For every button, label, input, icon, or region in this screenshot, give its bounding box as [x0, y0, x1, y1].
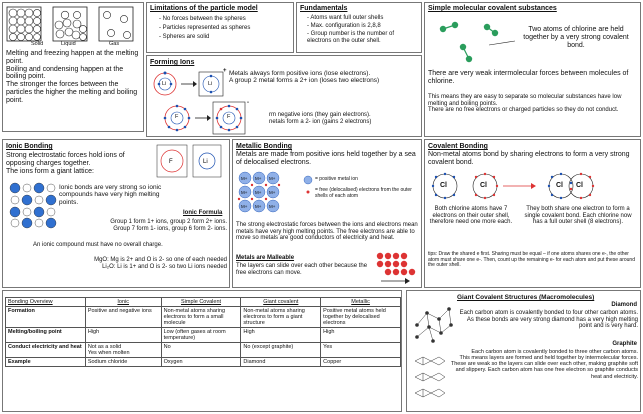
svg-text:M+: M+ [255, 176, 262, 181]
diamond-structure-diagram [411, 305, 455, 345]
cl-atom-label: Cl [576, 182, 583, 189]
graphite-structure-diagram [413, 355, 447, 401]
metallic-text1: Metals are made from positive ions held together by a sea of delocalised electrons. [236, 151, 416, 166]
metallic-malleable-title: Metals are Malleable [236, 255, 295, 261]
covalent-left-text: Both chlorine atoms have 7 electrons on their outer shell, therefore need one more each. [429, 206, 513, 226]
table-row [6, 358, 401, 367]
malleable-layers-diagram [375, 251, 419, 285]
table-row-header: Melting/boiling point [6, 328, 86, 343]
metallic-title: Metallic Bonding [236, 143, 292, 150]
ion-charge-plus: + [223, 68, 227, 74]
overview-panel [2, 290, 402, 412]
ionic-neutral-text: An ionic compound must have no overall charge. [33, 242, 163, 248]
metallic-malleable-text: The layers can slide over each other because the free electrons can move. [236, 263, 368, 276]
table-cell: High [241, 328, 321, 343]
metal-legend-electron-icon [305, 189, 311, 195]
chlorine-molecules-diagram [429, 15, 509, 70]
forming-ions-panel [146, 55, 422, 137]
giant-title: Giant Covalent Structures (Macromolecules) [457, 294, 595, 301]
table-cell: High [85, 328, 161, 343]
metallic-text2: The strong electrostatic forces between the ions and electrons mean metals have very high melting points. The free electrons are able to move so metals are good conductors of electricity and heat. [236, 222, 418, 242]
chlorine-covalent-diagram [427, 170, 639, 204]
table-header-cell: Ionic [85, 298, 161, 307]
svg-text:M+: M+ [241, 176, 248, 181]
table-cell: No [161, 343, 241, 358]
table-row [6, 328, 401, 343]
ion-label-f: F [227, 114, 231, 120]
svg-text:M+: M+ [241, 204, 248, 209]
states-diagram [3, 3, 143, 43]
svg-text:Li: Li [203, 159, 208, 165]
covalent-right-text: They both share one electron to form a single covalent bond. Each chlorine now has a full outer shell (8 electrons). [524, 206, 632, 226]
forming-ions-title: Forming Ions [150, 59, 195, 66]
svg-text:F: F [169, 159, 173, 165]
ionic-text1: Strong electrostatic forces hold ions of opposing charges together. The ions form a giant lattice: [6, 152, 125, 175]
particle-model-item: - Particles represented as spheres [159, 25, 251, 31]
covalent-panel [424, 139, 641, 288]
particle-model-title: Limitations of the particle model [150, 5, 258, 12]
liquid-label: Liquid [61, 41, 76, 47]
svg-text:M+: M+ [241, 190, 248, 195]
table-cell: Non-metal atoms sharing electrons to form a giant structure [241, 307, 321, 328]
table-header-cell: Bonding Overview [6, 298, 86, 307]
diamond-text: Each carbon atom is covalently bonded to four other carbon atoms. As these bonds are very strong diamond has a very high melting point and is very hard. [459, 310, 638, 330]
fundamentals-item: - Group number is the number of electrons on the outer shell. [307, 31, 395, 44]
cl-atom-label: Cl [480, 182, 487, 189]
ionic-panel [2, 139, 230, 288]
table-cell: Copper [321, 358, 401, 367]
ionic-dot-cross-diagram [155, 143, 225, 183]
covalent-title: Covalent Bonding [428, 143, 488, 150]
table-cell: Sodium chloride [85, 358, 161, 367]
covalent-text1: Non-metal atoms bond by sharing electrons to form a very strong covalent bond. [428, 151, 630, 166]
particle-model-item: - No forces between the spheres [159, 16, 246, 22]
table-cell: Oxygen [161, 358, 241, 367]
svg-text:M+: M+ [255, 204, 262, 209]
metallic-legend-electron: = free (delocalised) electrons from the outer shells of each atom [315, 187, 412, 199]
cl-atom-label: Cl [440, 182, 447, 189]
ionic-lattice-text: Ionic bonds are very strong so ionic compounds have very high melting points. [59, 184, 162, 206]
diamond-title: Diamond [611, 302, 637, 308]
states-text: Melting and freezing happen at the melting point. Boiling and condensing happen at the boiling point. The stronger the forces between the particles the higher the melting and boiling point. [6, 50, 139, 104]
ionic-examples: MgO: Mg is 2+ and O is 2- so one of each needed Li₂O: Li is 1+ and O is 2- so two Li ions needed [94, 257, 227, 270]
simple-covalent-text2: This means they are easy to separate so molecular substances have low melting and boiling points. There are no free electrons or charged particles so they do not conduct. [428, 94, 622, 114]
fundamentals-item: - Atoms want full outer shells [307, 15, 384, 21]
particle-model-item: - Spheres are solid [159, 34, 210, 40]
table-cell: Positive metal atoms held together by delocalised electrons [321, 307, 401, 328]
svg-text:M+: M+ [269, 204, 276, 209]
table-header-cell: Giant covalent [241, 298, 321, 307]
ionic-formula-lines: Group 1 form 1+ ions, group 2 form 2+ ions. Group 7 form 1- ions, group 6 form 2- ions. [110, 219, 227, 232]
fundamentals-panel [296, 2, 422, 53]
metal-legend-ion-icon [303, 175, 313, 185]
table-row-header: Conduct electricity and heat [6, 343, 86, 358]
solid-particles [9, 9, 41, 41]
liquid-particles [55, 11, 87, 40]
covalent-tips: tips: Draw the shared e first. Sharing must be equal – if one atoms shares one e-, the other atom must share one e-. Then, count up the remaining e- for each atom and put these around the outer shell. [428, 251, 635, 269]
forming-ions-text2: rm negative ions (they gain electrons). netals form a 2- ion (gains 2 electrons) [269, 112, 372, 125]
fundamentals-item: - Max. configuration is 2,8,8 [307, 23, 381, 29]
ion-charge-minus: - [247, 100, 249, 106]
metal-lattice-diagram [237, 170, 297, 218]
cl-atom-label: Cl [556, 182, 563, 189]
table-cell: Diamond [241, 358, 321, 367]
giant-covalent-panel [406, 290, 641, 412]
table-row-header: Example [6, 358, 86, 367]
bonding-overview-table [5, 297, 401, 367]
svg-text:M+: M+ [269, 190, 276, 195]
fundamentals-title: Fundamentals [300, 5, 348, 12]
graphite-text: Each carbon atom is covalently bonded to three other carbon atoms. This means layers are formed and held together by intermolecular forces. These are weak so the layers can slide over each other, making graphite soft and slippery. Each carbon atom has one free electron so graphite conducts heat and electricity. [450, 349, 638, 380]
forming-ions-text1: Metals always form positive ions (lose electrons). A group 2 metal forms a 2+ ion (loses two electrons) [229, 70, 380, 85]
simple-covalent-caption: Two atoms of chlorine are held together by a very strong covalent bond. [523, 26, 629, 49]
svg-text:M+: M+ [255, 190, 262, 195]
svg-text:M+: M+ [269, 176, 276, 181]
table-cell: High [321, 328, 401, 343]
table-header-row [6, 298, 401, 307]
table-row [6, 307, 401, 328]
ionic-formula-title: Ionic Formula [183, 210, 223, 216]
ionic-title: Ionic Bonding [6, 143, 53, 150]
table-row [6, 343, 401, 358]
particle-model-panel [146, 2, 294, 53]
table-cell: Not as a solid Yes when molten [85, 343, 161, 358]
table-cell: No (except graphite) [241, 343, 321, 358]
simple-covalent-title: Simple molecular covalent substances [428, 5, 557, 12]
gas-label: Gas [109, 41, 120, 47]
solid-label: Solid [31, 41, 44, 47]
states-panel [2, 2, 144, 132]
table-cell: Yes [321, 343, 401, 358]
atom-label-f: F [175, 114, 179, 120]
table-header-cell: Metallic [321, 298, 401, 307]
graphite-title: Graphite [612, 341, 637, 347]
metallic-panel [232, 139, 422, 288]
table-cell: Positive and negative ions [85, 307, 161, 328]
gas-particles [103, 11, 130, 38]
table-cell: Non-metal atoms sharing electrons to form a small molecule [161, 307, 241, 328]
table-row-header: Formation [6, 307, 86, 328]
metallic-legend-ion: = positive metal ion [315, 176, 358, 182]
table-cell: Low (often gases at room temperature) [161, 328, 241, 343]
simple-covalent-text1: There are very weak intermolecular forces between molecules of chlorine. [428, 70, 629, 85]
table-header-cell: Simple Covalent [161, 298, 241, 307]
ion-label-li: Li [208, 81, 213, 87]
atom-label-li: Li [162, 81, 167, 87]
simple-covalent-panel [424, 2, 641, 137]
